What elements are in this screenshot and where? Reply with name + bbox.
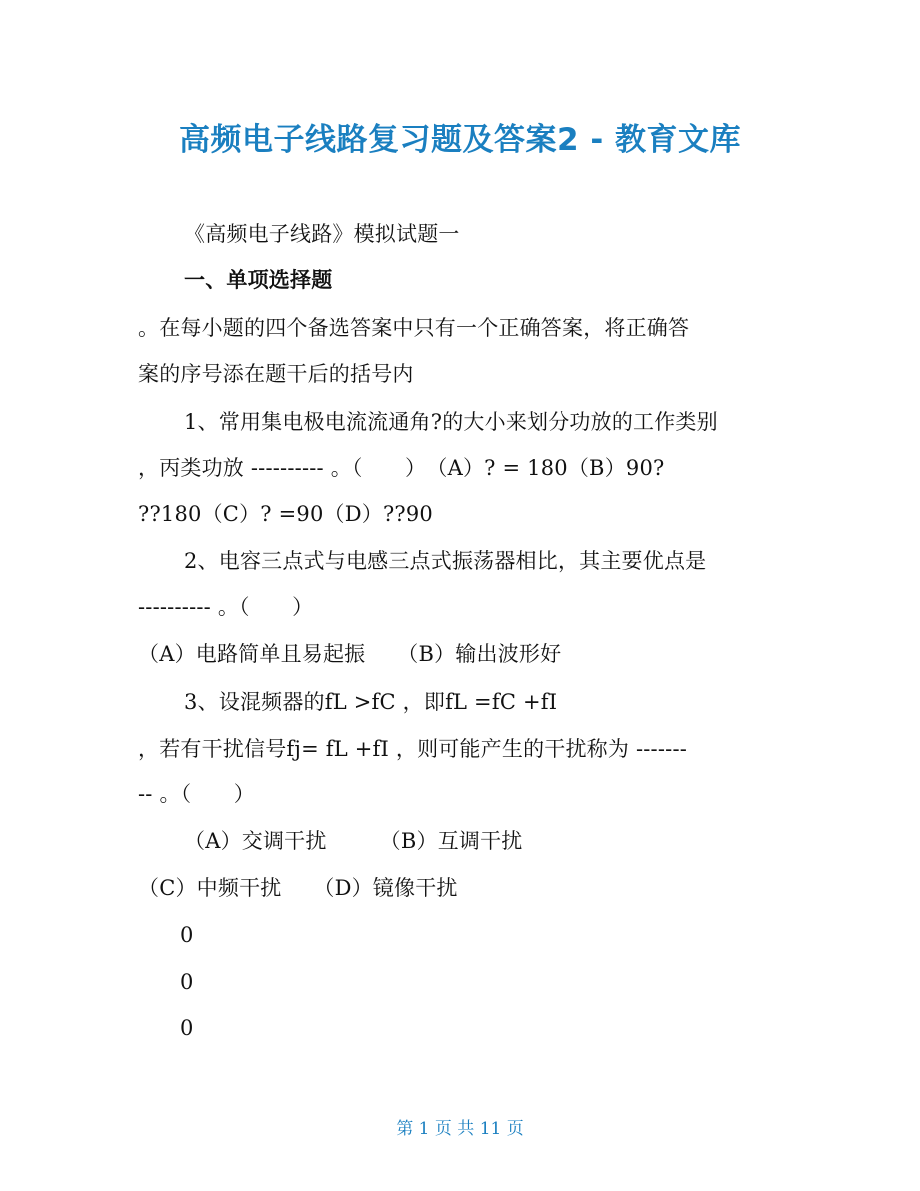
page-title: 高频电子线路复习题及答案2 - 教育文库 bbox=[178, 122, 742, 158]
question-3-options-2: （C）中频干扰 （D）镜像干扰 bbox=[138, 876, 458, 900]
question-2-line-2: ---------- 。（ ） bbox=[138, 595, 314, 619]
question-1-line-1: 1、常用集电极电流流通角?的大小来划分功放的工作类别 bbox=[184, 410, 718, 434]
page-number-footer: 第 1 页 共 11 页 bbox=[396, 1119, 524, 1139]
zero-line: 0 bbox=[180, 923, 194, 947]
question-3-line-3: -- 。（ ） bbox=[138, 782, 255, 806]
question-3-line-2: ，若有干扰信号fj= fL +fI ，则可能产生的干扰称为 ------- bbox=[138, 737, 688, 761]
zero-line: 0 bbox=[180, 970, 194, 994]
question-2-line-1: 2、电容三点式与电感三点式振荡器相比，其主要优点是 bbox=[184, 549, 707, 573]
question-1-line-3: ??180（C）? =90（D）??90 bbox=[138, 502, 433, 526]
zero-line: 0 bbox=[180, 1016, 194, 1040]
question-1-line-2: ，丙类功放 ---------- 。（ ） （A）? = 180（B）90? bbox=[138, 456, 665, 480]
question-2-options: （A）电路简单且易起振 （B）输出波形好 bbox=[138, 642, 562, 666]
instruction-line-1: 。在每小题的四个备选答案中只有一个正确答案，将正确答 bbox=[138, 316, 690, 340]
instruction-line-2: 案的序号添在题干后的括号内 bbox=[138, 362, 414, 386]
exam-heading: 《高频电子线路》模拟试题一 bbox=[184, 222, 460, 246]
section-heading: 一、单项选择题 bbox=[184, 267, 333, 292]
question-3-options-1: （A）交调干扰 （B）互调干扰 bbox=[184, 829, 523, 853]
question-3-line-1: 3、设混频器的fL >fC ，即fL =fC +fI bbox=[184, 690, 558, 714]
